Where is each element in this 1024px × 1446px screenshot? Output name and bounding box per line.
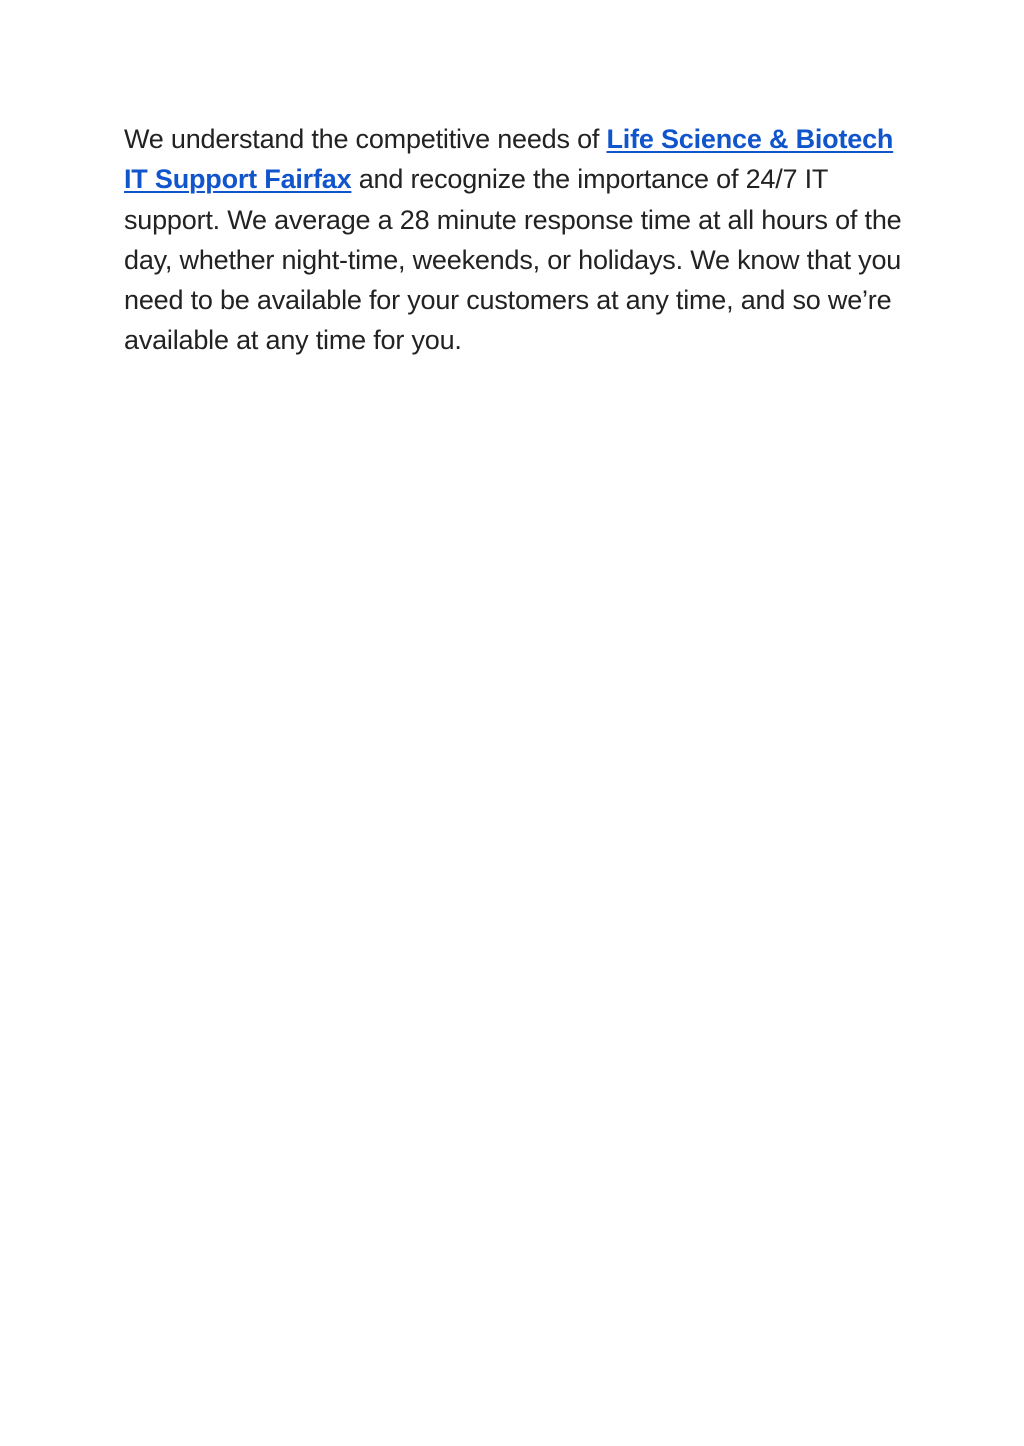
paragraph-text-after: and recognize the importance of 24/7 IT support. We average a 28 minute response time at all hours of the day, whether night-time, weekends, or holidays. We know that you need to be available for your customers at any time, and so we’re available at any time for you. <box>124 164 902 356</box>
body-paragraph <box>124 119 904 361</box>
life-science-biotech-link[interactable]: Life Science & Biotech IT Support Fairfax <box>124 124 894 195</box>
paragraph-text-before: We understand the competitive needs of <box>124 124 607 154</box>
